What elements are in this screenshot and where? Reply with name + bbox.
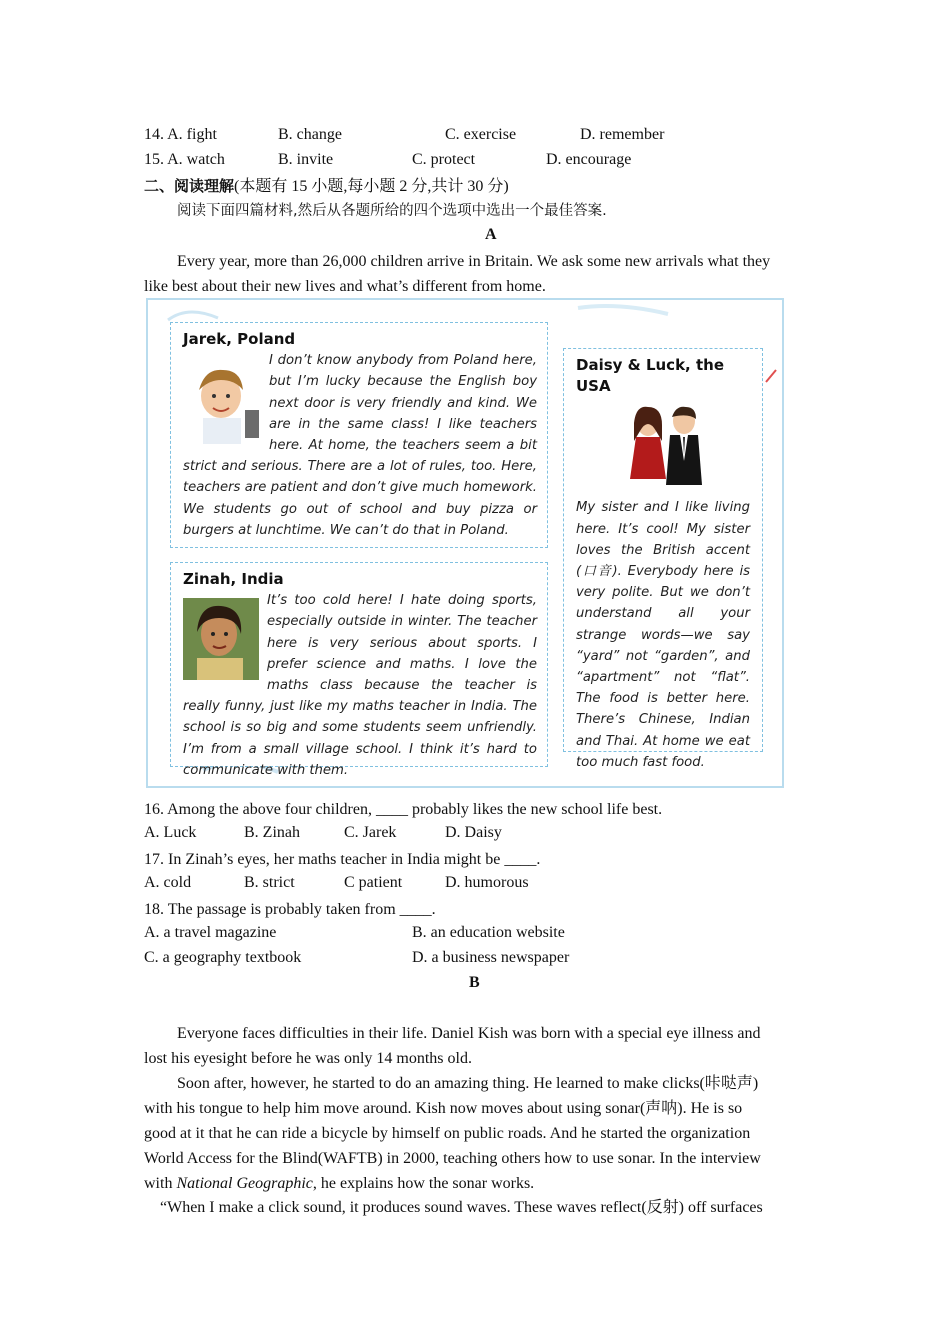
q15-option-d: D. encourage: [546, 151, 632, 168]
passage-b-p2-line-3: good at it that he can ride a bicycle by himself on public roads. And he started the organization: [144, 1125, 751, 1142]
passage-a-intro-line-1: Every year, more than 26,000 children arrive in Britain. We ask some new arrivals what they: [177, 253, 771, 270]
q16-option-b: B. Zinah: [244, 824, 300, 841]
passage-b-p2-line-5: [144, 1173, 534, 1195]
passage-b-p3-line-1: “When I make a click sound, it produces sound waves. These waves reflect(反射) off surfaces: [160, 1199, 763, 1216]
zinah-photo: [183, 598, 259, 680]
card-jarek-text: I don’t know anybody from Poland here, but I’m lucky because the English boy next door is very friendly and kind. We are in the same class! I like teachers here. At home, the teachers seem a bit strict and serious. There are a lot of rules, too. Here, teachers are patient and don’t give much homework. We students go out of school and buy pizza or burgers at lunchtime. We can’t do that in Poland.: [183, 353, 537, 538]
passage-b-p2-line-2: with his tongue to help him move around. Kish now moves about using sonar(声呐). He is so: [144, 1100, 743, 1117]
q15-option-c: C. protect: [412, 151, 476, 168]
magazine-title: National Geographic: [176, 1175, 313, 1192]
q14-option-a: 14. A. fight: [144, 126, 217, 143]
q17-option-b: B. strict: [244, 874, 295, 891]
section-2-note: (本题有 15 小题,每小题 2 分,共计 30 分): [234, 178, 509, 195]
q18-option-a: A. a travel magazine: [144, 924, 277, 941]
q18-option-b: B. an education website: [412, 924, 565, 941]
card-daisy-luck-text: My sister and I like living here. It’s cool! My sister loves the British accent (口音). Everybody here is very polite. But we don’t understand all your strange words—we say “yard” not “garden”, and “apartment” not “flat”. The food is better here. There’s Chinese, Indian and Thai. At home we eat too much fast food.: [576, 500, 750, 770]
q14-option-b: B. change: [278, 126, 342, 143]
card-jarek-name: Jarek, Poland: [183, 330, 296, 348]
p2-line-5-prefix: with: [144, 1175, 177, 1192]
question-16-stem: 16. Among the above four children, ____ probably likes the new school life best.: [144, 801, 663, 818]
section-2-heading: [144, 175, 509, 198]
reading-panel: [146, 298, 784, 788]
card-zinah-text: It’s too cold here! I hate doing sports, especially outside in winter. The teacher here is very serious about sports. I prefer science and maths. I love the maths class because the teacher is really funny, just like my maths teacher in India. The school is so big and some students seem unfriendly. I’m from a small village school. I think it’s hard to communicate with them.: [183, 593, 537, 778]
card-zinah: [170, 562, 548, 778]
q18-option-d: D. a business newspaper: [412, 949, 570, 966]
q16-option-a: A. Luck: [144, 824, 197, 841]
jarek-photo: [183, 360, 261, 444]
passage-b-label: B: [469, 974, 480, 991]
q15-option-a: 15. A. watch: [144, 151, 225, 168]
card-zinah-name: Zinah, India: [183, 570, 284, 588]
section-2-instruction: 阅读下面四篇材料,然后从各题所给的四个选项中选出一个最佳答案.: [177, 203, 607, 219]
passage-a-label: A: [485, 226, 497, 243]
section-2-title: 二、阅读理解: [144, 177, 235, 195]
passage-b-p1-line-2: lost his eyesight before he was only 14 months old.: [144, 1050, 472, 1067]
passage-a-intro-line-2: like best about their new lives and what’s different from home.: [144, 278, 546, 295]
passage-b-p2-line-1: Soon after, however, he started to do an amazing thing. He learned to make clicks(咔哒声): [177, 1075, 759, 1092]
q18-option-c: C. a geography textbook: [144, 949, 302, 966]
q16-option-d: D. Daisy: [445, 824, 502, 841]
passage-b-p2-line-4: World Access for the Blind(WAFTB) in 2000, teaching others how to use sonar. In the interview: [144, 1150, 761, 1167]
card-daisy-luck: [563, 348, 763, 770]
q17-option-c: C patient: [344, 874, 403, 891]
question-17-stem: 17. In Zinah’s eyes, her maths teacher in India might be ____.: [144, 851, 541, 868]
card-jarek: [170, 322, 548, 548]
passage-b-p1-line-1: Everyone faces difficulties in their life. Daniel Kish was born with a special eye illness and: [177, 1025, 761, 1042]
q14-option-d: D. remember: [580, 126, 665, 143]
question-18-stem: 18. The passage is probably taken from ____.: [144, 901, 436, 918]
q17-option-d: D. humorous: [445, 874, 529, 891]
q15-option-b: B. invite: [278, 151, 334, 168]
daisy-luck-photo: [576, 401, 752, 491]
q16-option-c: C. Jarek: [344, 824, 397, 841]
card-daisy-luck-name: Daisy & Luck, the USA: [576, 356, 724, 396]
q17-option-a: A. cold: [144, 874, 192, 891]
q14-option-c: C. exercise: [445, 126, 517, 143]
p2-line-5-suffix: , he explains how the sonar works.: [312, 1175, 535, 1192]
